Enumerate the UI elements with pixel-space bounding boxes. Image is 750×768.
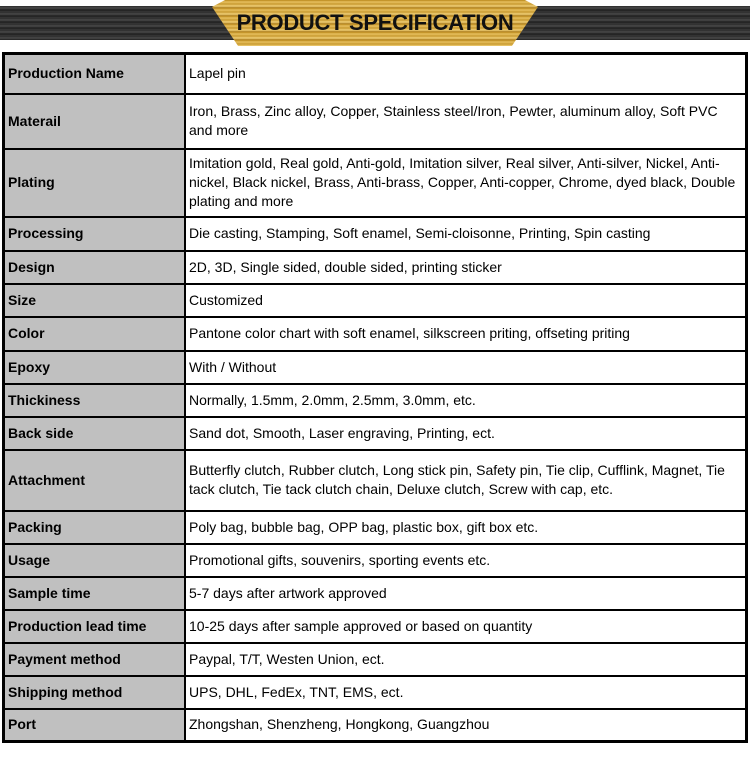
spec-label: Sample time bbox=[4, 577, 186, 610]
spec-label: Usage bbox=[4, 544, 186, 577]
table-row bbox=[4, 544, 747, 577]
spec-label: Materail bbox=[4, 94, 186, 149]
table-row bbox=[4, 384, 747, 417]
spec-label: Production lead time bbox=[4, 610, 186, 643]
table-row bbox=[4, 149, 747, 217]
spec-value: Butterfly clutch, Rubber clutch, Long stick pin, Safety pin, Tie clip, Cufflink, Magnet, Tie tack clutch, Tie tack clutch chain, Deluxe clutch, Screw with cap, etc. bbox=[185, 450, 747, 511]
table-row bbox=[4, 417, 747, 450]
table-row bbox=[4, 284, 747, 317]
spec-label: Epoxy bbox=[4, 351, 186, 384]
spec-value: Customized bbox=[185, 284, 747, 317]
spec-table bbox=[2, 52, 748, 743]
page-title: PRODUCT SPECIFICATION bbox=[236, 10, 514, 35]
spec-label: Back side bbox=[4, 417, 186, 450]
spec-label: Production Name bbox=[4, 54, 186, 94]
spec-value: With / Without bbox=[185, 351, 747, 384]
spec-value: UPS, DHL, FedEx, TNT, EMS, ect. bbox=[185, 676, 747, 709]
spec-value: Paypal, T/T, Westen Union, ect. bbox=[185, 643, 747, 676]
spec-label: Size bbox=[4, 284, 186, 317]
spec-label: Design bbox=[4, 251, 186, 284]
spec-value: 5-7 days after artwork approved bbox=[185, 577, 747, 610]
table-row bbox=[4, 351, 747, 384]
spec-value: Imitation gold, Real gold, Anti-gold, Imitation silver, Real silver, Anti-silver, Nickel, Anti-nickel, Black nickel, Brass, Anti-brass, Copper, Anti-copper, Chrome, dyed black, Double plating and more bbox=[185, 149, 747, 217]
spec-label: Plating bbox=[4, 149, 186, 217]
spec-value: Pantone color chart with soft enamel, silkscreen priting, offseting priting bbox=[185, 317, 747, 351]
spec-value: Zhongshan, Shenzheng, Hongkong, Guangzhou bbox=[185, 709, 747, 742]
spec-value: Promotional gifts, souvenirs, sporting events etc. bbox=[185, 544, 747, 577]
table-row bbox=[4, 94, 747, 149]
table-row bbox=[4, 511, 747, 544]
spec-value: 10-25 days after sample approved or based on quantity bbox=[185, 610, 747, 643]
spec-value: Lapel pin bbox=[185, 54, 747, 94]
table-row bbox=[4, 317, 747, 351]
spec-value: Sand dot, Smooth, Laser engraving, Printing, ect. bbox=[185, 417, 747, 450]
spec-label: Payment method bbox=[4, 643, 186, 676]
spec-label: Packing bbox=[4, 511, 186, 544]
table-row bbox=[4, 450, 747, 511]
spec-label: Processing bbox=[4, 217, 186, 251]
spec-label: Color bbox=[4, 317, 186, 351]
table-row bbox=[4, 709, 747, 742]
spec-value: 2D, 3D, Single sided, double sided, printing sticker bbox=[185, 251, 747, 284]
spec-label: Attachment bbox=[4, 450, 186, 511]
table-row bbox=[4, 577, 747, 610]
spec-value: Iron, Brass, Zinc alloy, Copper, Stainless steel/Iron, Pewter, aluminum alloy, Soft PVC and more bbox=[185, 94, 747, 149]
spec-value: Normally, 1.5mm, 2.0mm, 2.5mm, 3.0mm, etc. bbox=[185, 384, 747, 417]
spec-label: Thickiness bbox=[4, 384, 186, 417]
table-row bbox=[4, 643, 747, 676]
spec-value: Die casting, Stamping, Soft enamel, Semi-cloisonne, Printing, Spin casting bbox=[185, 217, 747, 251]
table-row bbox=[4, 54, 747, 94]
table-row bbox=[4, 610, 747, 643]
spec-label: Shipping method bbox=[4, 676, 186, 709]
table-row bbox=[4, 217, 747, 251]
table-row bbox=[4, 676, 747, 709]
spec-value: Poly bag, bubble bag, OPP bag, plastic box, gift box etc. bbox=[185, 511, 747, 544]
table-row bbox=[4, 251, 747, 284]
spec-label: Port bbox=[4, 709, 186, 742]
